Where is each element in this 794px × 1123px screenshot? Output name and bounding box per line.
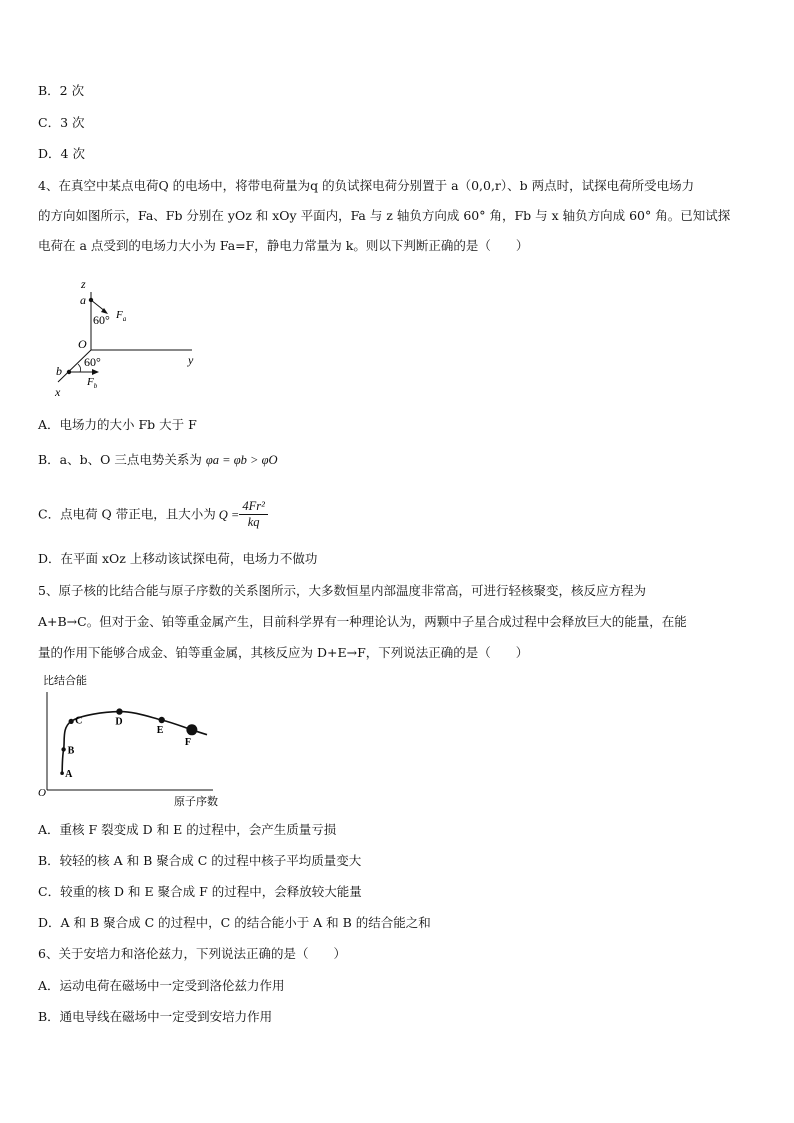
q5-stem-line-1: 5、原子核的比结合能与原子序数的关系图所示，大多数恒星内部温度非常高，可进行轻核聚变，核反应方程为	[38, 583, 646, 598]
q5-stem-line-2: A+B→C。但对于金、铂等重金属产生，目前科学界有一种理论认为，两颗中子星合成过程中会释放巨大的能量，在能	[38, 614, 687, 629]
nucleus-label-c: C	[75, 715, 83, 727]
q3-option-c: C．3 次	[38, 115, 85, 130]
q4-coordinate-figure	[40, 272, 220, 402]
q4-option-b: B．a、b、O 三点电势关系为 φa = φb > φO	[38, 452, 278, 467]
angle-b-label: 60°	[84, 355, 101, 369]
nucleus-label-f: F	[184, 736, 191, 748]
nucleus-point-b	[61, 747, 65, 751]
nucleus-point-e	[158, 717, 164, 723]
x-axis-label: x	[55, 385, 61, 399]
q5-number: 5、	[38, 583, 59, 598]
nucleus-label-b: B	[67, 745, 75, 757]
nucleus-label-d: D	[115, 716, 123, 728]
q4-number: 4、	[38, 178, 59, 193]
nucleus-point-f	[186, 724, 197, 735]
force-a-label: $F_a$	[116, 309, 127, 323]
q6-option-a: A．运动电荷在磁场中一定受到洛伦兹力作用	[38, 978, 285, 993]
q6-number: 6、	[38, 946, 59, 961]
chart-origin-label: O	[38, 787, 46, 799]
point-a-label: a	[80, 293, 86, 307]
angle-a-label: 60°	[93, 313, 110, 327]
force-b-label: $F_b$	[87, 376, 98, 390]
chart-xlabel: 原子序数	[174, 796, 218, 808]
q3-option-b: B．2 次	[38, 83, 85, 98]
q4-stem-line-2: 的方向如图所示，Fa、Fb 分别在 yOz 和 xOy 平面内，Fa 与 z 轴负方向成 60° 角，Fb 与 x 轴负方向成 60° 角。已知试探	[38, 208, 731, 223]
q5-option-a: A．重核 F 裂变成 D 和 E 的过程中，会产生质量亏损	[38, 822, 337, 837]
q4-option-c: C．点电荷 Q 带正电，且大小为 Q = $\frac{\text{4Fr²}}{kq}$	[38, 496, 268, 533]
q4-option-b-formula: φa = φb > φO	[205, 453, 278, 467]
nucleus-label-e: E	[156, 725, 164, 736]
q4-option-a: A．电场力的大小 Fb 大于 F	[38, 417, 197, 432]
q4-stem-line-3: 电荷在 a 点受到的电场力大小为 Fa=F，静电力常量为 k。则以下判断正确的是（ ）	[38, 238, 529, 253]
q6-stem: 6、关于安培力和洛伦兹力，下列说法正确的是（ ）	[38, 946, 346, 961]
z-axis-label: z	[81, 277, 86, 291]
q3-option-d: D．4 次	[38, 146, 85, 161]
q5-option-d: D．A 和 B 聚合成 C 的过程中，C 的结合能小于 A 和 B 的结合能之和	[38, 915, 431, 930]
point-b-label: b	[56, 364, 62, 378]
angle-b-arc	[78, 364, 81, 372]
nucleus-point-d	[116, 708, 122, 714]
q4-option-c-fraction: $\frac{\text{4Fr²}}{kq}$	[239, 499, 268, 530]
binding-energy-chart	[38, 672, 228, 810]
q4-option-d: D．在平面 xOz 上移动该试探电荷，电场力不做功	[38, 551, 318, 566]
y-axis-label: y	[188, 353, 194, 367]
q6-option-b: B．通电导线在磁场中一定受到安培力作用	[38, 1009, 273, 1024]
nucleus-label-a: A	[65, 769, 73, 781]
q5-option-c: C．较重的核 D 和 E 聚合成 F 的过程中，会释放较大能量	[38, 884, 362, 899]
origin-label: O	[78, 337, 87, 351]
nucleus-point-c	[69, 719, 74, 724]
q4-stem-line-1: 4、在真空中某点电荷Q 的电场中，将带电荷量为q 的负试探电荷分别置于 a（0,0,r）、b 两点时，试探电荷所受电场力	[38, 178, 695, 193]
nucleus-point-a	[60, 771, 64, 775]
q5-stem-line-3: 量的作用下能够合成金、铂等重金属，其核反应为 D+E→F，下列说法正确的是（ ）	[38, 645, 529, 660]
q5-option-b: B．较轻的核 A 和 B 聚合成 C 的过程中核子平均质量变大	[38, 853, 362, 868]
force-b-arrowhead	[92, 369, 99, 375]
chart-ylabel: 比结合能	[43, 675, 87, 687]
